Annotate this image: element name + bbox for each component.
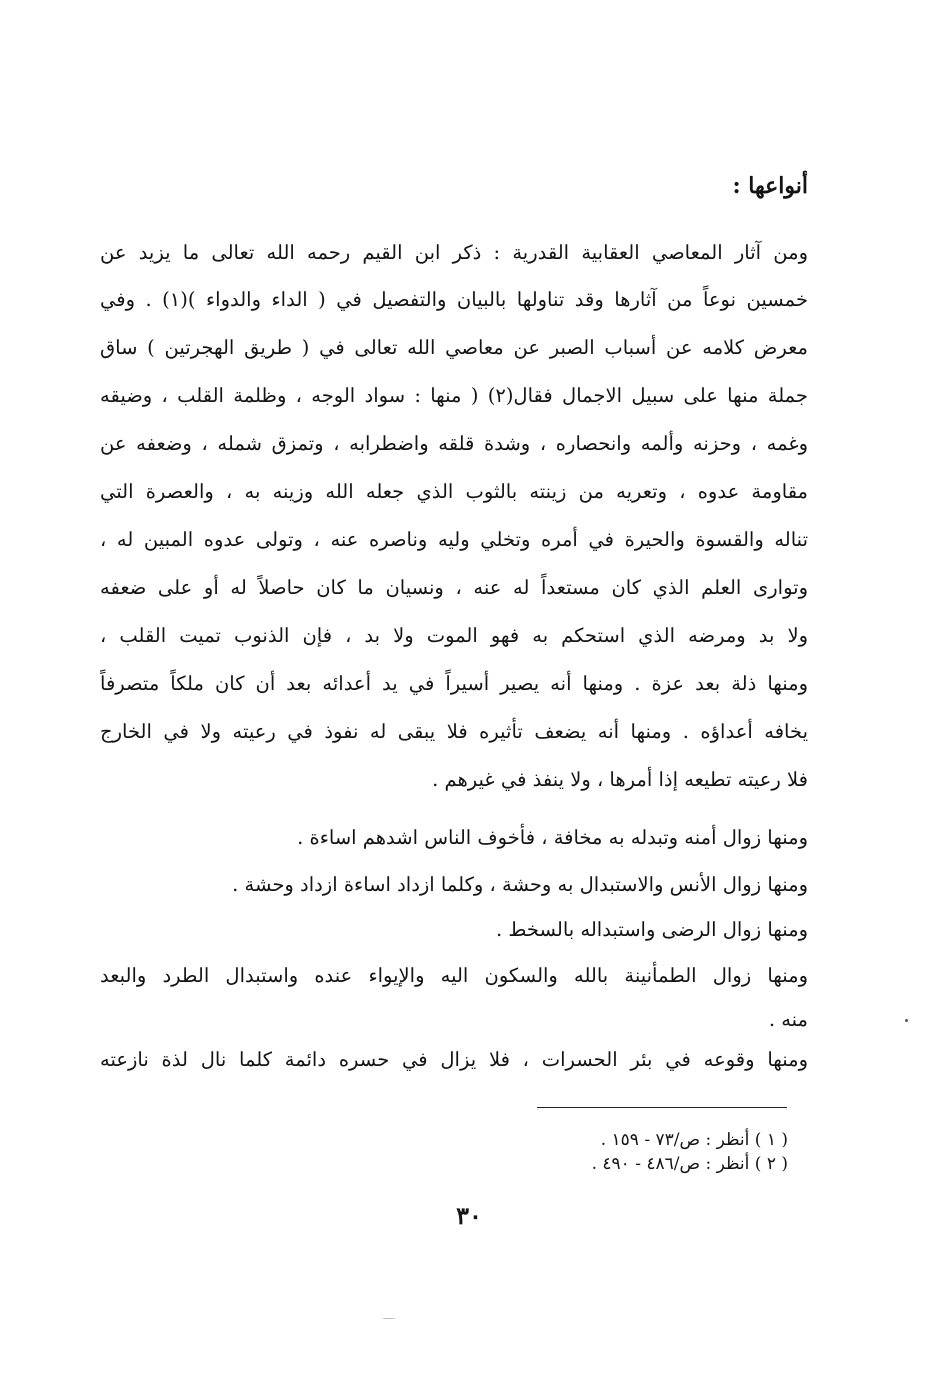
list-item: ومنها زوال الرضى واستبداله بالسخط . — [495, 918, 808, 941]
list-item-continuation: منه . — [768, 1008, 808, 1031]
body-line-3: معرض كلامه عن أسباب الصبر عن معاصي الله تعالى في ( طريق الهجرتين ) ساق — [100, 336, 808, 359]
body-line-10: ومنها ذلة بعد عزة . ومنها أنه يصير أسيراً في يد أعدائه بعد أن كان ملكاً متصرفاً — [100, 672, 808, 695]
list-item: ومنها وقوعه في بئر الحسرات ، فلا يزال في حسره دائمة كلما نال لذة نازعته — [100, 1048, 808, 1071]
list-item: ومنها زوال الطمأنينة بالله والسكون اليه والإيواء عنده واستبدال الطرد والبعد — [100, 964, 808, 987]
page-number: ٣٠ — [456, 1201, 482, 1230]
footnote-separator — [537, 1107, 787, 1108]
section-heading: أنواعها : — [732, 173, 808, 199]
footnote-2: ( ٢ ) أنظر : ص/٤٨٦ - ٤٩٠ . — [591, 1154, 788, 1174]
body-line-7: تناله والقسوة والحيرة في أمره وتخلي وليه وناصره عنه ، وتولى عدوه المبين له ، — [100, 528, 808, 551]
body-line-12: فلا رعيته تطيعه إذا أمرها ، ولا ينفذ في غيرهم . — [432, 768, 808, 791]
body-line-5: وغمه ، وحزنه وألمه وانحصاره ، وشدة قلقه واضطرابه ، وتمزق شمله ، وضعفه عن — [100, 432, 808, 455]
scan-speck — [382, 1318, 396, 1319]
body-line-4: جملة منها على سبيل الاجمال فقال(٢) ( منها : سواد الوجه ، وظلمة القلب ، وضيقه — [100, 384, 808, 407]
body-line-11: يخافه أعداؤه . ومنها أنه يضعف تأثيره فلا يبقى له نفوذ في رعيته ولا في الخارج — [100, 720, 808, 743]
body-line-8: وتوارى العلم الذي كان مستعداً له عنه ، ونسيان ما كان حاصلاً له أو على ضعفه — [100, 576, 808, 599]
list-item: ومنها زوال الأنس والاستبدال به وحشة ، وكلما ازداد اساءة ازداد وحشة . — [232, 873, 808, 896]
body-line-2: خمسين نوعاً من آثارها وقد تناولها بالبيان والتفصيل في ( الداء والدواء )(١) . وفي — [100, 288, 808, 311]
footnote-1: ( ١ ) أنظر : ص/٧٣ - ١٥٩ . — [600, 1130, 788, 1150]
body-line-9: ولا بد ومرضه الذي استحكم به فهو الموت ولا بد ، فإن الذنوب تميت القلب ، — [100, 624, 808, 647]
body-line-1: ومن آثار المعاصي العقابية القدرية : ذكر ابن القيم رحمه الله تعالى ما يزيد عن — [100, 241, 808, 264]
scan-speck — [905, 1019, 908, 1022]
list-item: ومنها زوال أمنه وتبدله به مخافة ، فأخوف الناس اشدهم اساءة . — [297, 826, 808, 849]
body-line-6: مقاومة عدوه ، وتعريه من زينته بالثوب الذي جعله الله وزينه به ، والعصرة التي — [100, 480, 808, 503]
